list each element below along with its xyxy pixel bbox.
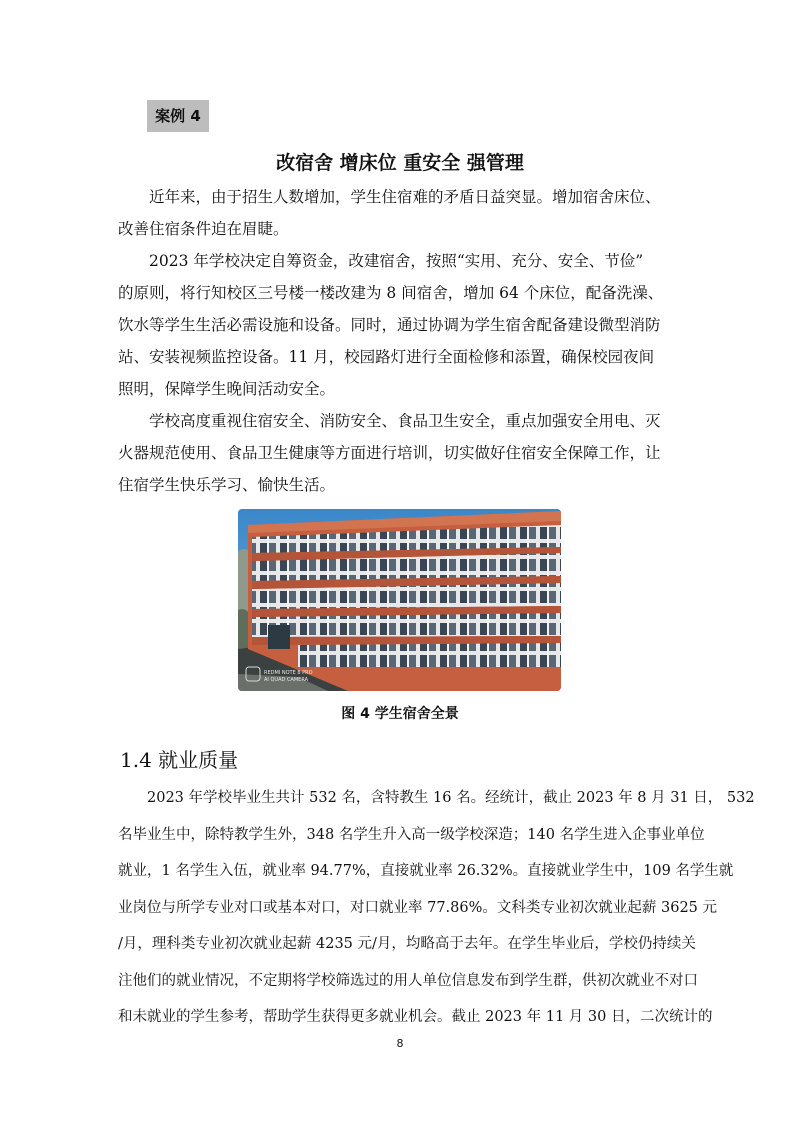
section-heading: 1.4 就业质量 — [120, 748, 239, 772]
text-line: 就业，1 名学生入伍，就业率 94.77%，直接就业率 26.32%。直接就业学生中，109 名学生就 — [118, 863, 734, 879]
text-line: 2023 年学校毕业生共计 532 名，含特教生 16 名。经统计，截止 2023 年 8 月 31 日， 532 — [118, 790, 755, 806]
paragraph-3 — [118, 405, 682, 501]
text-line: 名毕业生中，除特教学生外，348 名学生升入高一级学校深造；140 名学生进入企事业单位 — [118, 826, 705, 843]
figure-caption: 图 4 学生宿舍全景 — [341, 706, 459, 722]
text-line: 住宿学生快乐学习、愉快生活。 — [118, 476, 336, 494]
section-body — [118, 780, 755, 1036]
text-line: 的原则，将行知校区三号楼一楼改建为 8 间宿舍，增加 64 个床位，配备洗澡、 — [118, 284, 664, 302]
text-line: 近年来，由于招生人数增加，学生住宿难的矛盾日益突显。增加宿舍床位、 — [118, 188, 661, 206]
paragraph-1 — [118, 181, 682, 245]
page-title: 改宿舍 增床位 重安全 强管理 — [276, 152, 524, 174]
text-line: 和未就业的学生参考，帮助学生获得更多就业机会。截止 2023 年 11 月 30 日，二次统计的 — [118, 1009, 713, 1025]
text-line: 业岗位与所学专业对口或基本对口，对口就业率 77.86%。文科类专业初次就业起薪 3625 元 — [118, 899, 718, 916]
text-line: 注他们的就业情况，不定期将学校筛选过的用人单位信息发布到学生群，供初次就业不对口 — [118, 972, 698, 989]
text-line: 2023 年学校决定自筹资金，改建宿舍，按照“实用、充分、安全、节俭” — [118, 252, 644, 270]
camera-watermark-line1: REDMI NOTE 8 PRO — [264, 670, 313, 676]
paragraph-2 — [118, 245, 682, 405]
camera-watermark-line2: AI QUAD CAMERA — [264, 677, 309, 683]
text-line: /月，理科类专业初次就业起薪 4235 元/月，均略高于去年。在学生毕业后，学校仍持续关 — [118, 936, 696, 952]
text-line: 改善住宿条件迫在眉睫。 — [118, 220, 289, 238]
case-label: 案例 4 — [147, 100, 209, 132]
text-line: 火器规范使用、食品卫生健康等方面进行培训，切实做好住宿安全保障工作，让 — [118, 444, 661, 462]
text-line: 照明，保障学生晚间活动安全。 — [118, 380, 336, 398]
page-number: 8 — [396, 1037, 404, 1050]
text-line: 饮水等学生生活必需设施和设备。同时，通过协调为学生宿舍配备建设微型消防 — [118, 316, 661, 334]
dormitory-building-image — [238, 509, 561, 691]
text-line: 学校高度重视住宿安全、消防安全、食品卫生安全，重点加强安全用电、灭 — [118, 412, 661, 430]
text-line: 站、安装视频监控设备。11 月，校园路灯进行全面检修和添置，确保校园夜间 — [118, 348, 655, 366]
dormitory-photo — [238, 509, 561, 691]
